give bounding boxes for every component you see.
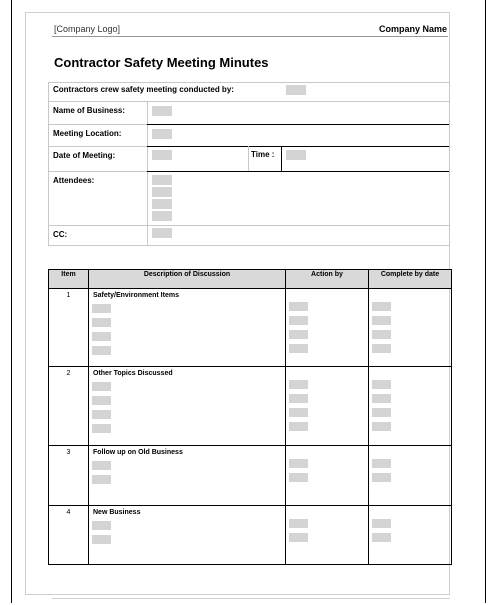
form-divider [147, 124, 449, 125]
action-by-field[interactable] [289, 533, 308, 542]
complete-by-field[interactable] [372, 422, 391, 431]
topic-title: Other Topics Discussed [93, 370, 173, 377]
form-divider [48, 225, 450, 226]
description-field[interactable] [92, 346, 111, 355]
meeting-time-field[interactable] [286, 150, 306, 160]
action-by-field[interactable] [289, 330, 308, 339]
meeting-location-field[interactable] [152, 129, 172, 139]
topic-title: Follow up on Old Business [93, 449, 183, 456]
complete-by-cell [369, 446, 452, 506]
column-header-complete-by: Complete by date [369, 270, 452, 289]
action-by-field[interactable] [289, 302, 308, 311]
form-divider [147, 146, 449, 147]
description-field[interactable] [92, 382, 111, 391]
action-by-fields [286, 367, 368, 431]
meeting-location-label: Meeting Location: [53, 129, 122, 138]
discussion-table [48, 269, 452, 565]
description-cell [89, 367, 286, 446]
company-logo-placeholder: [Company Logo] [54, 24, 121, 34]
complete-by-fields [369, 506, 451, 542]
description-field[interactable] [92, 521, 111, 530]
conducted-by-label: Contractors crew safety meeting conducted by: [53, 85, 234, 94]
form-column-divider [248, 146, 249, 171]
table-header-row [49, 270, 452, 289]
conducted-by-field[interactable] [286, 85, 306, 95]
attendee-field[interactable] [152, 199, 172, 209]
action-by-cell [286, 289, 369, 367]
form-divider [48, 146, 147, 147]
description-field[interactable] [92, 318, 111, 327]
item-number: 1 [49, 289, 89, 367]
complete-by-field[interactable] [372, 519, 391, 528]
description-field[interactable] [92, 304, 111, 313]
form-divider [48, 101, 450, 102]
complete-by-field[interactable] [372, 380, 391, 389]
table-row [49, 367, 452, 446]
complete-by-fields [369, 446, 451, 482]
item-number: 4 [49, 506, 89, 565]
action-by-fields [286, 506, 368, 542]
item-number: 3 [49, 446, 89, 506]
action-by-field[interactable] [289, 459, 308, 468]
business-name-field[interactable] [152, 106, 172, 116]
table-row [49, 446, 452, 506]
description-field[interactable] [92, 461, 111, 470]
form-divider [147, 171, 449, 172]
attendee-field[interactable] [152, 175, 172, 185]
action-by-field[interactable] [289, 380, 308, 389]
action-by-field[interactable] [289, 422, 308, 431]
action-by-field[interactable] [289, 316, 308, 325]
business-name-label: Name of Business: [53, 106, 126, 115]
complete-by-cell [369, 506, 452, 565]
complete-by-field[interactable] [372, 408, 391, 417]
form-border-right [449, 82, 450, 246]
description-fields [89, 304, 285, 355]
description-cell [89, 446, 286, 506]
description-fields [89, 521, 285, 544]
description-fields [89, 382, 285, 433]
description-field[interactable] [92, 475, 111, 484]
action-by-cell [286, 506, 369, 565]
action-by-field[interactable] [289, 344, 308, 353]
description-field[interactable] [92, 535, 111, 544]
complete-by-fields [369, 367, 451, 431]
page-title: Contractor Safety Meeting Minutes [54, 55, 269, 70]
action-by-cell [286, 367, 369, 446]
table-row [49, 289, 452, 367]
attendee-field[interactable] [152, 187, 172, 197]
header-divider [52, 36, 448, 37]
complete-by-field[interactable] [372, 344, 391, 353]
attendees-label: Attendees: [53, 176, 95, 185]
action-by-field[interactable] [289, 408, 308, 417]
description-field[interactable] [92, 332, 111, 341]
column-header-description: Description of Discussion [89, 270, 286, 289]
meeting-date-label: Date of Meeting: [53, 151, 116, 160]
item-number: 2 [49, 367, 89, 446]
meeting-date-field[interactable] [152, 150, 172, 160]
attendee-field[interactable] [152, 211, 172, 221]
topic-title: Safety/Environment Items [93, 292, 179, 299]
cc-field[interactable] [152, 228, 172, 238]
complete-by-field[interactable] [372, 533, 391, 542]
complete-by-field[interactable] [372, 302, 391, 311]
complete-by-field[interactable] [372, 316, 391, 325]
action-by-cell [286, 446, 369, 506]
description-fields [89, 461, 285, 484]
cc-label: CC: [53, 230, 68, 239]
description-field[interactable] [92, 396, 111, 405]
column-header-action-by: Action by [286, 270, 369, 289]
action-by-fields [286, 446, 368, 482]
description-field[interactable] [92, 424, 111, 433]
table-row [49, 506, 452, 565]
form-divider [48, 82, 450, 83]
meeting-time-label: Time : [251, 150, 275, 159]
company-name: Company Name [378, 24, 447, 34]
complete-by-cell [369, 367, 452, 446]
form-divider [48, 245, 450, 246]
action-by-field[interactable] [289, 519, 308, 528]
column-header-item: Item [49, 270, 89, 289]
form-column-divider [281, 146, 282, 171]
action-by-field[interactable] [289, 394, 308, 403]
description-field[interactable] [92, 410, 111, 419]
complete-by-field[interactable] [372, 394, 391, 403]
complete-by-fields [369, 289, 451, 353]
complete-by-cell [369, 289, 452, 367]
complete-by-field[interactable] [372, 473, 391, 482]
complete-by-field[interactable] [372, 459, 391, 468]
footer-divider [52, 598, 450, 599]
action-by-field[interactable] [289, 473, 308, 482]
form-divider [48, 124, 147, 125]
form-divider [48, 171, 147, 172]
form-border-left [48, 82, 49, 246]
description-cell [89, 506, 286, 565]
action-by-fields [286, 289, 368, 353]
description-cell [89, 289, 286, 367]
topic-title: New Business [93, 509, 141, 516]
complete-by-field[interactable] [372, 330, 391, 339]
